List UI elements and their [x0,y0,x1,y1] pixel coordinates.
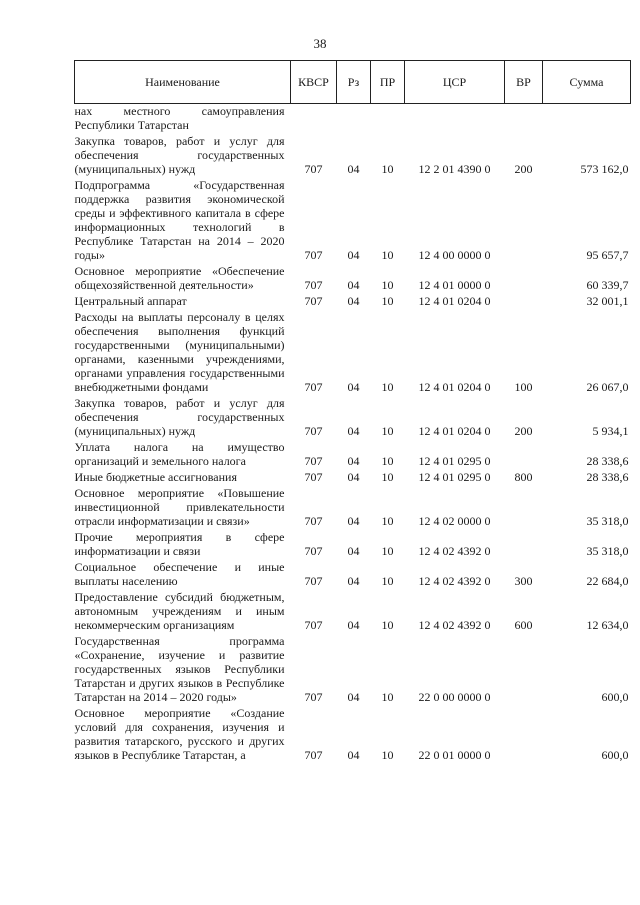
table-row [75,706,631,764]
row-vr: 200 [514,424,533,438]
row-rz: 04 [347,544,360,558]
row-name: Уплата налога на имущество организаций и земельного налога [74,440,285,468]
row-name: Расходы на выплаты персоналу в целях обеспечения выполнения функций государственными (муниципальными) органами, казенными учреждениями, органами управления государственными внебюджетными фондами [74,310,285,394]
row-kvsr: 707 [304,748,323,762]
row-csr: 12 4 02 4392 0 [418,544,491,558]
row-kvsr: 707 [304,544,323,558]
row-pr: 10 [381,690,394,704]
row-vr [505,486,543,530]
row-pr: 10 [381,748,394,762]
row-csr: 12 4 02 0000 0 [418,514,491,528]
table-row [75,470,631,486]
row-pr: 10 [381,544,394,558]
row-kvsr: 707 [304,618,323,632]
row-vr: 600 [514,618,533,632]
row-csr: 12 4 01 0204 0 [418,380,491,394]
row-csr: 22 0 01 0000 0 [418,748,491,762]
row-name: нах местного самоуправления Республики Татарстан [74,104,285,132]
row-name: Социальное обеспечение и иные выплаты населению [74,560,285,588]
row-rz: 04 [347,162,360,176]
table-row [75,590,631,634]
budget-table [74,60,631,764]
row-vr: 100 [514,380,533,394]
row-vr: 200 [514,162,533,176]
row-csr: 12 4 01 0295 0 [418,454,491,468]
row-name: Закупка товаров, работ и услуг для обеспечения государственных (муниципальных) нужд [74,134,285,176]
row-pr: 10 [381,424,394,438]
header-kvsr: КВСР [291,61,337,104]
row-csr: 12 2 01 4390 0 [418,162,491,176]
header-sum: Сумма [543,61,631,104]
row-pr: 10 [381,470,394,484]
table-row [75,486,631,530]
table-row [75,310,631,396]
header-csr: ЦСР [405,61,505,104]
row-sum: 600,0 [601,748,629,762]
table-row [75,264,631,294]
row-pr: 10 [381,618,394,632]
row-vr [505,440,543,470]
row-rz: 04 [347,424,360,438]
row-name: Основное мероприятие «Обеспечение общехозяйственной деятельности» [74,264,285,292]
row-sum: 95 657,7 [586,248,629,262]
header-pr: ПР [371,61,405,104]
table-header-row [75,61,631,104]
table-row [75,134,631,178]
table-row [75,560,631,590]
header-vr: ВР [505,61,543,104]
row-kvsr: 707 [304,424,323,438]
row-csr: 12 4 01 0295 0 [418,470,491,484]
row-kvsr: 707 [304,162,323,176]
row-pr: 10 [381,278,394,292]
row-name: Предоставление субсидий бюджетным, автономным учреждениям и иным некоммерческим организациям [74,590,285,632]
row-kvsr: 707 [304,690,323,704]
table-row [75,104,631,135]
row-rz: 04 [347,470,360,484]
row-csr: 12 4 01 0204 0 [418,294,491,308]
row-sum: 35 318,0 [586,544,629,558]
row-sum: 60 339,7 [586,278,629,292]
row-sum: 28 338,6 [586,454,629,468]
row-name: Основное мероприятие «Повышение инвестиционной привлекательности отрасли информатизации и связи» [74,486,285,528]
row-csr: 12 4 00 0000 0 [418,248,491,262]
row-name: Центральный аппарат [74,294,187,308]
row-csr: 12 4 02 4392 0 [418,574,491,588]
header-name: Наименование [75,61,291,104]
row-pr: 10 [381,514,394,528]
row-vr [505,706,543,764]
row-rz [337,104,371,135]
row-pr: 10 [381,574,394,588]
row-vr [505,104,543,135]
row-rz: 04 [347,748,360,762]
row-rz: 04 [347,574,360,588]
row-pr [371,104,405,135]
row-vr [505,530,543,560]
row-rz: 04 [347,454,360,468]
row-name: Прочие мероприятия в сфере информатизации и связи [74,530,285,558]
row-pr: 10 [381,162,394,176]
table-row [75,396,631,440]
row-vr: 800 [514,470,533,484]
row-pr: 10 [381,380,394,394]
row-pr: 10 [381,454,394,468]
row-rz: 04 [347,618,360,632]
row-name: Иные бюджетные ассигнования [74,470,237,484]
row-sum: 573 162,0 [580,162,629,176]
row-sum: 32 001,1 [586,294,629,308]
row-kvsr: 707 [304,380,323,394]
row-rz: 04 [347,514,360,528]
row-rz: 04 [347,380,360,394]
table-row [75,440,631,470]
table-row [75,178,631,264]
row-vr [505,294,543,310]
row-sum: 600,0 [601,690,629,704]
row-sum: 26 067,0 [586,380,629,394]
row-kvsr: 707 [304,574,323,588]
row-kvsr: 707 [304,248,323,262]
row-name: Государственная программа «Сохранение, изучение и развитие государственных языков Республики Татарстан и других языков в Республике Татарстан на 2014 – 2020 годы» [74,634,285,704]
row-kvsr [291,104,337,135]
row-pr: 10 [381,248,394,262]
row-kvsr: 707 [304,514,323,528]
row-sum: 35 318,0 [586,514,629,528]
row-sum [543,104,631,135]
row-csr: 12 4 02 4392 0 [418,618,491,632]
row-sum: 5 934,1 [592,424,629,438]
row-csr [405,104,505,135]
row-kvsr: 707 [304,278,323,292]
row-name: Подпрограмма «Государственная поддержка развития экономической среды и эффективного капитала в сфере информационных технологий в Республике Татарстан на 2014 – 2020 годы» [74,178,285,262]
row-rz: 04 [347,248,360,262]
row-sum: 28 338,6 [586,470,629,484]
row-kvsr: 707 [304,470,323,484]
row-name: Закупка товаров, работ и услуг для обеспечения государственных (муниципальных) нужд [74,396,285,438]
row-csr: 12 4 01 0000 0 [418,278,491,292]
row-csr: 22 0 00 0000 0 [418,690,491,704]
row-rz: 04 [347,278,360,292]
row-kvsr: 707 [304,294,323,308]
row-name: Основное мероприятие «Создание условий для сохранения, изучения и развития татарского, русского и других языков в Республике Татарстан, а [74,706,285,762]
row-csr: 12 4 01 0204 0 [418,424,491,438]
row-pr: 10 [381,294,394,308]
page-number: 38 [313,36,327,51]
row-kvsr: 707 [304,454,323,468]
row-vr [505,264,543,294]
table-row [75,530,631,560]
row-vr [505,178,543,264]
table-row [75,294,631,310]
table-row [75,634,631,706]
row-sum: 12 634,0 [586,618,629,632]
row-vr: 300 [514,574,533,588]
row-sum: 22 684,0 [586,574,629,588]
header-rz: Рз [337,61,371,104]
row-rz: 04 [347,690,360,704]
row-vr [505,634,543,706]
row-rz: 04 [347,294,360,308]
